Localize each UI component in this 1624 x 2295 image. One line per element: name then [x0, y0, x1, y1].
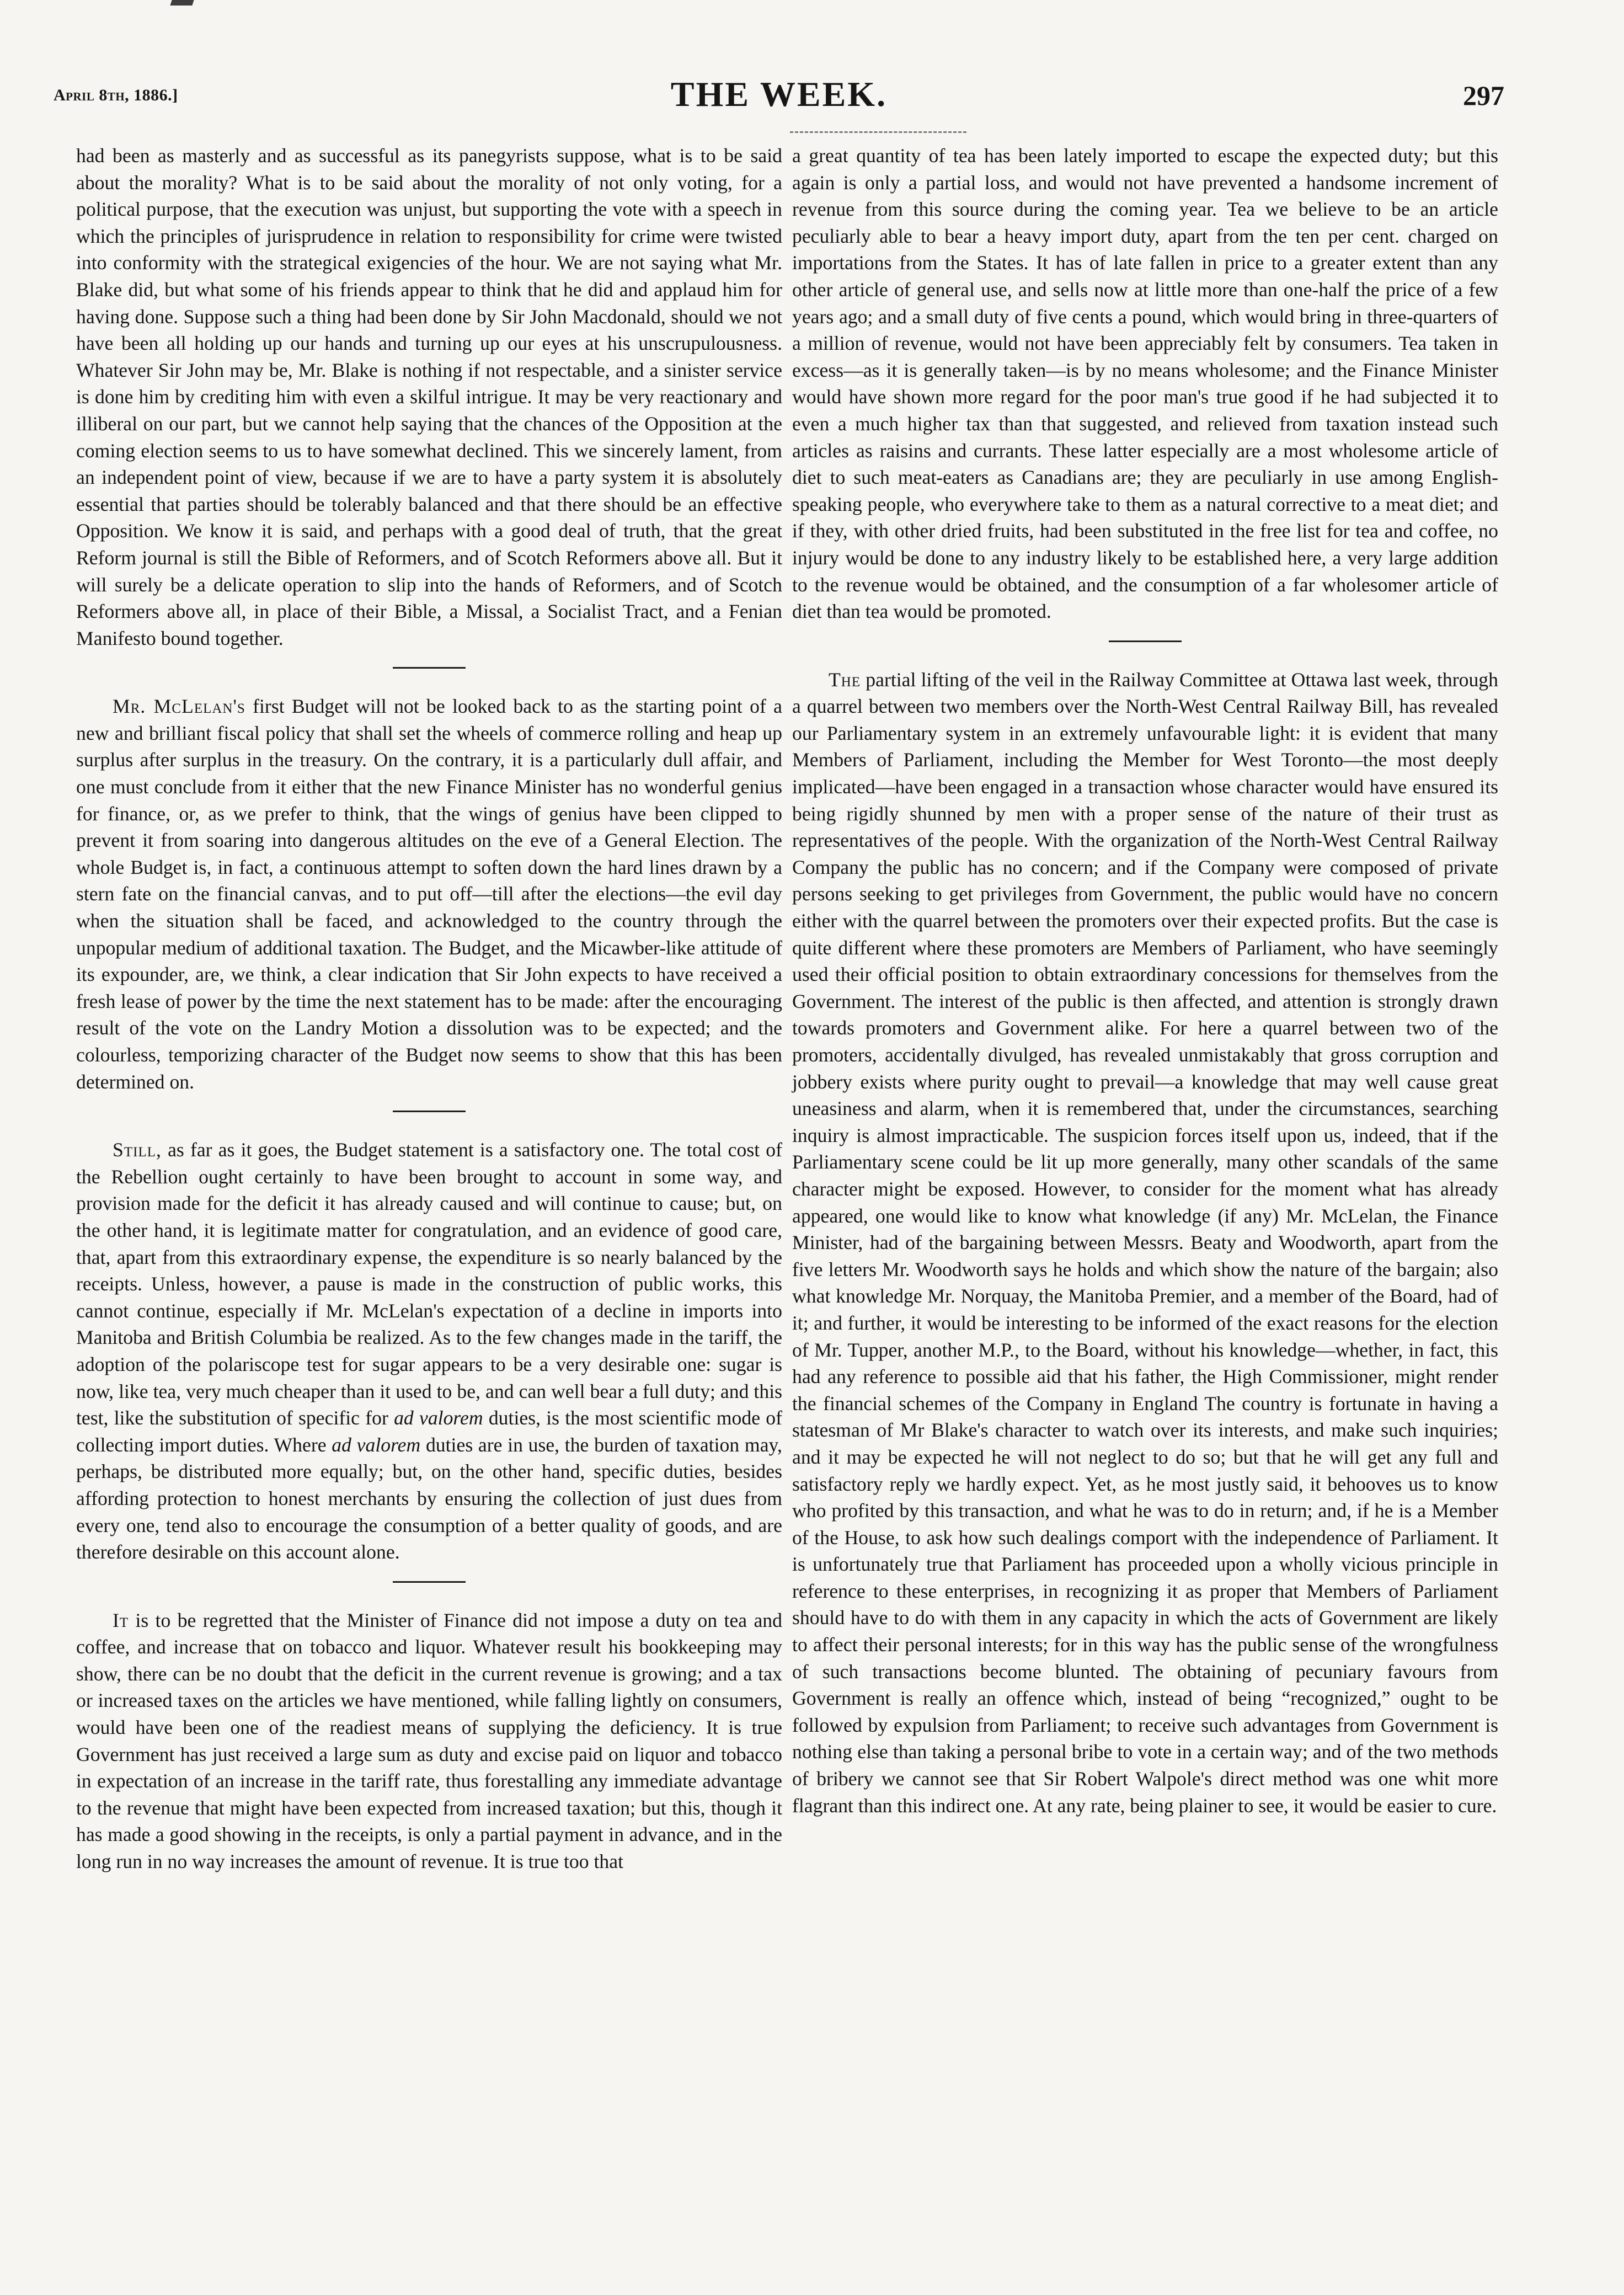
page-number: 297 — [1463, 80, 1504, 111]
header-rule — [790, 131, 966, 133]
article-paragraph: a great quantity of tea has been lately imported to escape the expected duty; but this again is only a partial loss, and would not have prevented a handsome increment of revenue from this source during the coming year. Tea we believe to be an article peculiarly able to bear a heavy import duty, apart from the ten per cent. charged on importations from the States. It has of late fallen in price to a greater extent than any other article of general use, and sells now at little more than one-half the price of a few years ago; and a small duty of five cents a pound, which would bring in three-quarters of a million of revenue, would not have been appreciably felt by consumers. Tea taken in excess—as it is generally taken—is by no means wholesome; and the Finance Minister would have shown more regard for the poor man's true good if he had subjected it to even a much higher tax than that suggested, and relieved from taxation instead such articles as raisins and currants. These latter especially are a most wholesome article of diet to such meat-eaters as Canadians are; they are peculiarly in use among English-speaking people, who everywhere take to them as a natural corrective to a meat diet; and if they, with other dried fruits, had been substituted in the free list for tea and coffee, no injury would be done to any industry likely to be established here, a very large addition to the revenue would be obtained, and the consumption of a far wholesomer article of diet than tea would be promoted. — [792, 145, 1498, 623]
issue-date: April 8th, 1886.] — [54, 86, 178, 104]
article-paragraph — [792, 666, 1498, 1819]
page-header — [54, 74, 1504, 135]
paragraph-text: duties are in use, the burden of taxation may, perhaps, be distributed more equally; but, on the other hand, specific duties, besides affording protection to honest merchants by ensuring the collection of just dues from every one, tend also to encourage the consumption of a better quality of goods, and are therefore desirable on this account alone. — [76, 1433, 782, 1563]
paragraph-text: is to be regretted that the Minister of Finance did not impose a duty on tea and coffee, and increase that on tobacco and liquor. Whatever result his bookkeeping may show, there can be no doubt that the deficit in the current revenue is growing; and a tax or increased taxes on the articles we have mentioned, while falling lightly on consumers, would have been one of the readiest means of supplying the deficiency. It is true Government has just received a large sum as duty and excise paid on liquor and tobacco in expectation of an increase in the tariff rate, thus forestalling any immediate advantage to the revenue that might have been expected from increased taxation; but this, though it has made a good showing in the receipts, is only a partial payment in advance, and in the long run in no way increases the amount of revenue. It is true too that — [76, 1609, 782, 1873]
section-divider — [393, 667, 466, 669]
paragraph-text: duties, is the most scientific mode of collecting import duties. Where — [76, 1407, 782, 1456]
paragraph-text: first Budget will not be looked back to as the starting point of a new and brilliant fiscal policy that shall set the wheels of commerce rolling and heap up surplus after surplus in the treasury. On the contrary, it is a particularly dull affair, and one must conclude from it either that the new Finance Minister has no wonderful genius for finance, or, as we prefer to think, that the wings of genius have been clipped to prevent it from soaring into dangerous altitudes on the eve of a General Election. The whole Budget is, in fact, a continuous attempt to soften down the hard lines drawn by a stern fate on the financial canvas, and to put off—till after the elections—the evil day when the situation shall be faced, and acknowledged to the country through the unpopular medium of additional taxation. The Budget, and the Micawber-like attitude of its expounder, are, we think, a clear indication that Sir John expects to have received a fresh lease of power by the time the next statement has to be made: after the encouraging result of the vote on the Landry Motion a dissolution was to be expected; and the colourless, temporizing character of the Budget now seems to show that this has been determined on. — [76, 695, 782, 1093]
paragraph-lead: It — [113, 1609, 129, 1631]
article-paragraph — [76, 1136, 782, 1566]
right-column — [792, 142, 1498, 1819]
article-paragraph — [76, 693, 782, 1095]
italic-term: ad valorem — [394, 1407, 483, 1429]
paragraph-lead: Still, — [113, 1139, 162, 1161]
article-paragraph — [76, 1607, 782, 1875]
corner-ink-mark — [170, 0, 194, 6]
left-column — [76, 142, 782, 1875]
paragraph-text: as far as it goes, the Budget statement is a satisfactory one. The total cost of the Rebellion ought certainly to have been brought to account in some way, and provision made for the deficit it has already caused and will continue to cause; but, on the other hand, it is legitimate matter for congratulation, and an evidence of good care, that, apart from this extraordinary expense, the expenditure is so nearly balanced by the receipts. Unless, however, a pause is made in the construction of public works, this cannot continue, especially if Mr. McLelan's expectation of a decline in imports into Manitoba and British Columbia be realized. As to the few changes made in the tariff, the adoption of the polariscope test for sugar appears to be a very desirable one: sugar is now, like tea, very much cheaper than it used to be, and can well bear a full duty; and this test, like the substitution of specific for — [76, 1139, 782, 1429]
paragraph-text: partial lifting of the veil in the Railway Committee at Ottawa last week, through a quarrel between two members over the North-West Central Railway Bill, has revealed our Parliamentary system in an extremely unfavourable light: it is evident that many Members of Parliament, including the Member for West Toronto—the most deeply implicated—have been engaged in a transaction whose character would have ensured its being rigidly shunned by men with a proper sense of the nature of their trust as representatives of the people. With the organization of the North-West Central Railway Company the public has no concern; and if the Company were composed of private persons seeking to get privileges from Government, the public would have no concern either with the quarrel between the promoters over their expected profits. But the case is quite different where these promoters are Members of Parliament, who have seemingly used their official position to obtain extraordinary concessions for themselves from the Government. The interest of the public is then affected, and attention is strongly drawn towards promoters and Government alike. For here a quarrel between two of the promoters, accidentally divulged, has revealed unmistakably that gross corruption and jobbery exists where purity ought to prevail—a knowledge that may well cause great uneasiness and alarm, when it is remembered that, under the circumstances, searching inquiry is almost impracticable. The suspicion forces itself upon us, indeed, that if the Parliamentary scene could be lit up more generally, many other scandals of the same character might be exposed. However, to consider for the moment what has already appeared, one would like to know what knowledge (if any) Mr. McLelan, the Finance Minister, had of the bargaining between Messrs. Beaty and Woodworth, apart from the five letters Mr. Woodworth says he holds and which show the nature of the bargain; also what knowledge Mr. Norquay, the Manitoba Premier, and a member of the Board, had of it; and further, it would be interesting to be informed of the exact reasons for the election of Mr. Tupper, another M.P., to the Board, without his knowledge—whether, in fact, this had any reference to possible aid that his father, the High Commissioner, might render the financial schemes of the Company in England The country is fortunate in having a statesman of Mr Blake's character to watch over its interests, and make such inquiries; and it may be expected he will not neglect to do so; but that he will get any full and satisfactory reply we hardly expect. Yet, as he most justly said, it behooves us to know who profited by this transaction, and what he was to do in return; and, if he is a Member of the House, to ask how such dealings comport with the independence of Parliament. It is unfortunately true that Parliament has proceeded upon a wholly vicious principle in reference to these enterprises, in recognizing it as proper that Members of Parliament should have to do with them in any capacity in which the acts of Government are likely to affect their personal interests; for in this way has the public sense of the wrongfulness of such transactions become blunted. The obtaining of pecuniary favours from Government is really an offence which, instead of being “recognized,” ought to be followed by expulsion from Parliament; to receive such advantages from Government is nothing else than taking a personal bribe to vote in a certain way; and of the two methods of bribery we cannot see that Sir Robert Walpole's direct method was one whit more flagrant than this indirect one. At any rate, being plainer to see, it would be easier to cure. — [792, 668, 1498, 1817]
section-divider — [1109, 641, 1182, 642]
italic-term: ad valorem — [332, 1433, 421, 1456]
section-divider — [393, 1111, 466, 1112]
paragraph-lead: Mr. McLelan's — [113, 695, 245, 718]
section-divider — [393, 1581, 466, 1583]
publication-title: THE WEEK. — [670, 74, 888, 114]
article-paragraph: had been as masterly and as successful as its panegyrists suppose, what is to be said about the morality? What is to be said about the morality of not only voting, for a political purpose, that the execution was unjust, but supporting the vote with a speech in which the principles of jurisprudence in relation to responsibility for crime were twisted into conformity with the strategical exigencies of the hour. We are not saying what Mr. Blake did, but what some of his friends appear to think that he did and applaud him for having done. Suppose such a thing had been done by Sir John Macdonald, should we not have been all holding up our hands and turning up our eyes at his unscrupulousness. Whatever Sir John may be, Mr. Blake is nothing if not respectable, and a sinister service is done him by crediting him with even a skilful intrigue. It may be very reactionary and illiberal on our part, but we cannot help saying that the chances of the Opposition at the coming election seems to us to have somewhat declined. This we sincerely lament, from an independent point of view, because if we are to have a party system it is absolutely essential that parties should be tolerably balanced and that there should be an effective Opposition. We know it is said, and perhaps with a good deal of truth, that the great Reform journal is still the Bible of Reformers, and of Scotch Reformers above all. But it will surely be a delicate operation to slip into the hands of Reformers, and of Scotch Reformers above all, in place of their Bible, a Missal, a Socialist Tract, and a Fenian Manifesto bound together. — [76, 145, 782, 649]
paragraph-lead: The — [829, 668, 861, 691]
